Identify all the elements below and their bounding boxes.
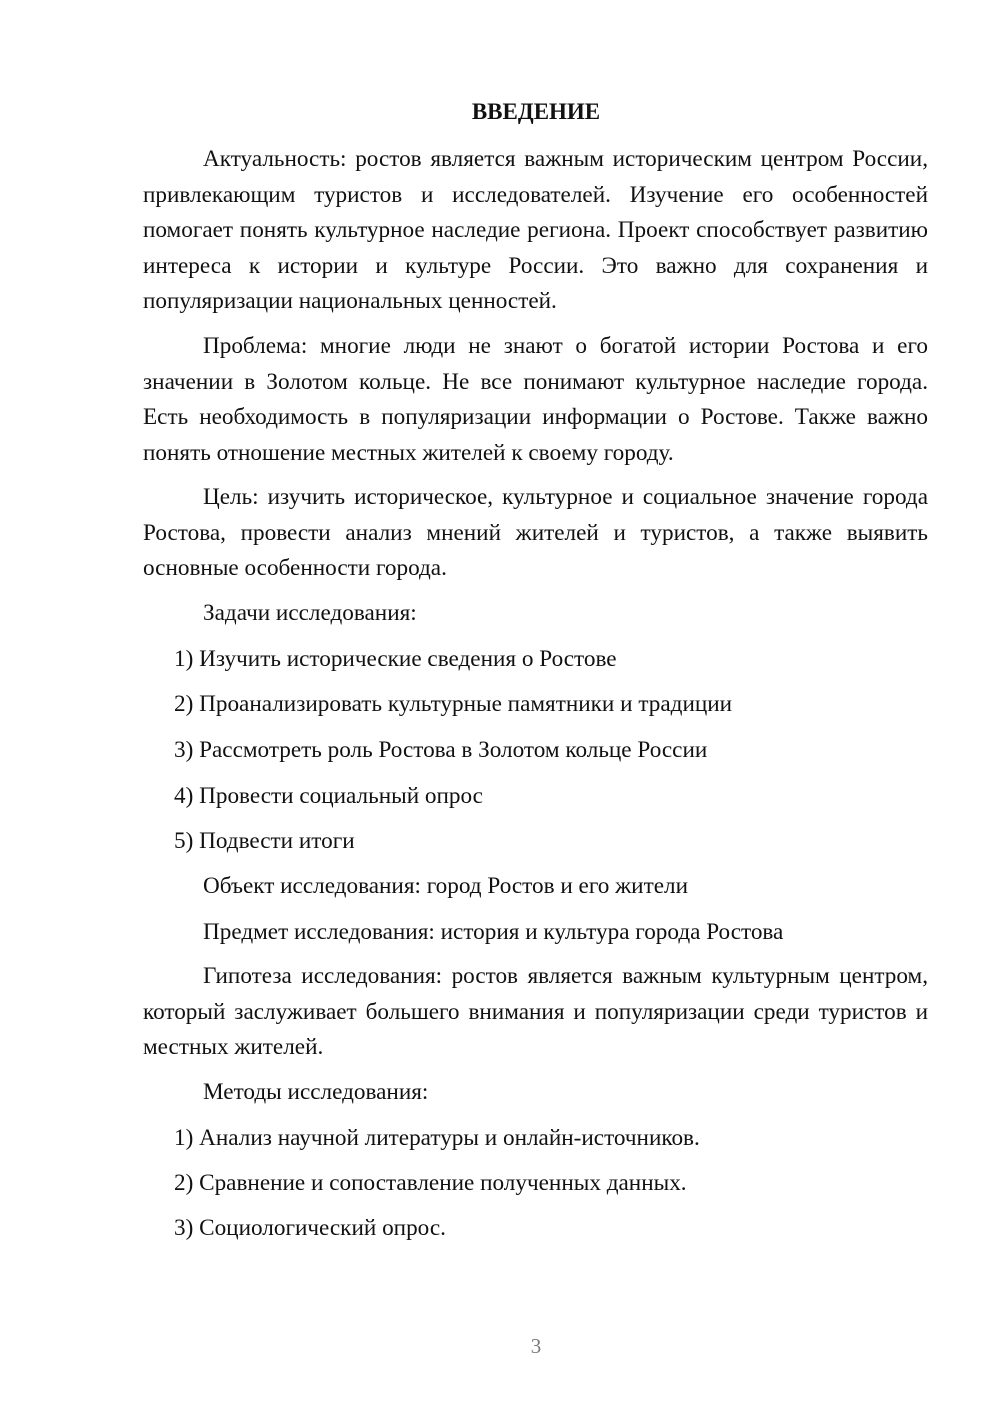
paragraph-hypothesis: Гипотеза исследования: ростов является важным культурным центром, который заслуживает большего внимания и популяризации среди туристов и местных жителей. [143, 963, 928, 1061]
page-number: 3 [530, 1334, 542, 1358]
task-item-1: 1) Изучить исторические сведения о Ростове [174, 646, 617, 672]
method-item-1: 1) Анализ научной литературы и онлайн-источников. [174, 1125, 700, 1151]
methods-label: Методы исследования: [203, 1079, 429, 1105]
page-title: ВВЕДЕНИЕ [471, 99, 601, 124]
method-item-3: 3) Социологический опрос. [174, 1215, 446, 1241]
research-subject: Предмет исследования: история и культура города Ростова [203, 919, 784, 945]
task-item-3: 3) Рассмотреть роль Ростова в Золотом кольце России [174, 737, 708, 763]
task-item-4: 4) Провести социальный опрос [174, 783, 483, 809]
task-item-5: 5) Подвести итоги [174, 828, 355, 854]
method-item-2: 2) Сравнение и сопоставление полученных данных. [174, 1170, 687, 1196]
tasks-label: Задачи исследования: [203, 600, 417, 626]
research-object: Объект исследования: город Ростов и его жители [203, 873, 688, 899]
task-item-2: 2) Проанализировать культурные памятники и традиции [174, 691, 733, 717]
paragraph-relevance: Актуальность: ростов является важным историческим центром России, привлекающим туристов и исследователей. Изучение его особенностей помогает понять культурное наследие региона. Проект способствует развитию интереса к истории и культуре России. Это важно для сохранения и популяризации национальных ценностей. [143, 146, 928, 315]
paragraph-problem: Проблема: многие люди не знают о богатой истории Ростова и его значении в Золотом кольце. Не все понимают культурное наследие города. Есть необходимость в популяризации информации о Ростове. Также важно понять отношение местных жителей к своему городу. [143, 333, 928, 466]
paragraph-goal: Цель: изучить историческое, культурное и социальное значение города Ростова, провести анализ мнений жителей и туристов, а также выявить основные особенности города. [143, 484, 928, 582]
